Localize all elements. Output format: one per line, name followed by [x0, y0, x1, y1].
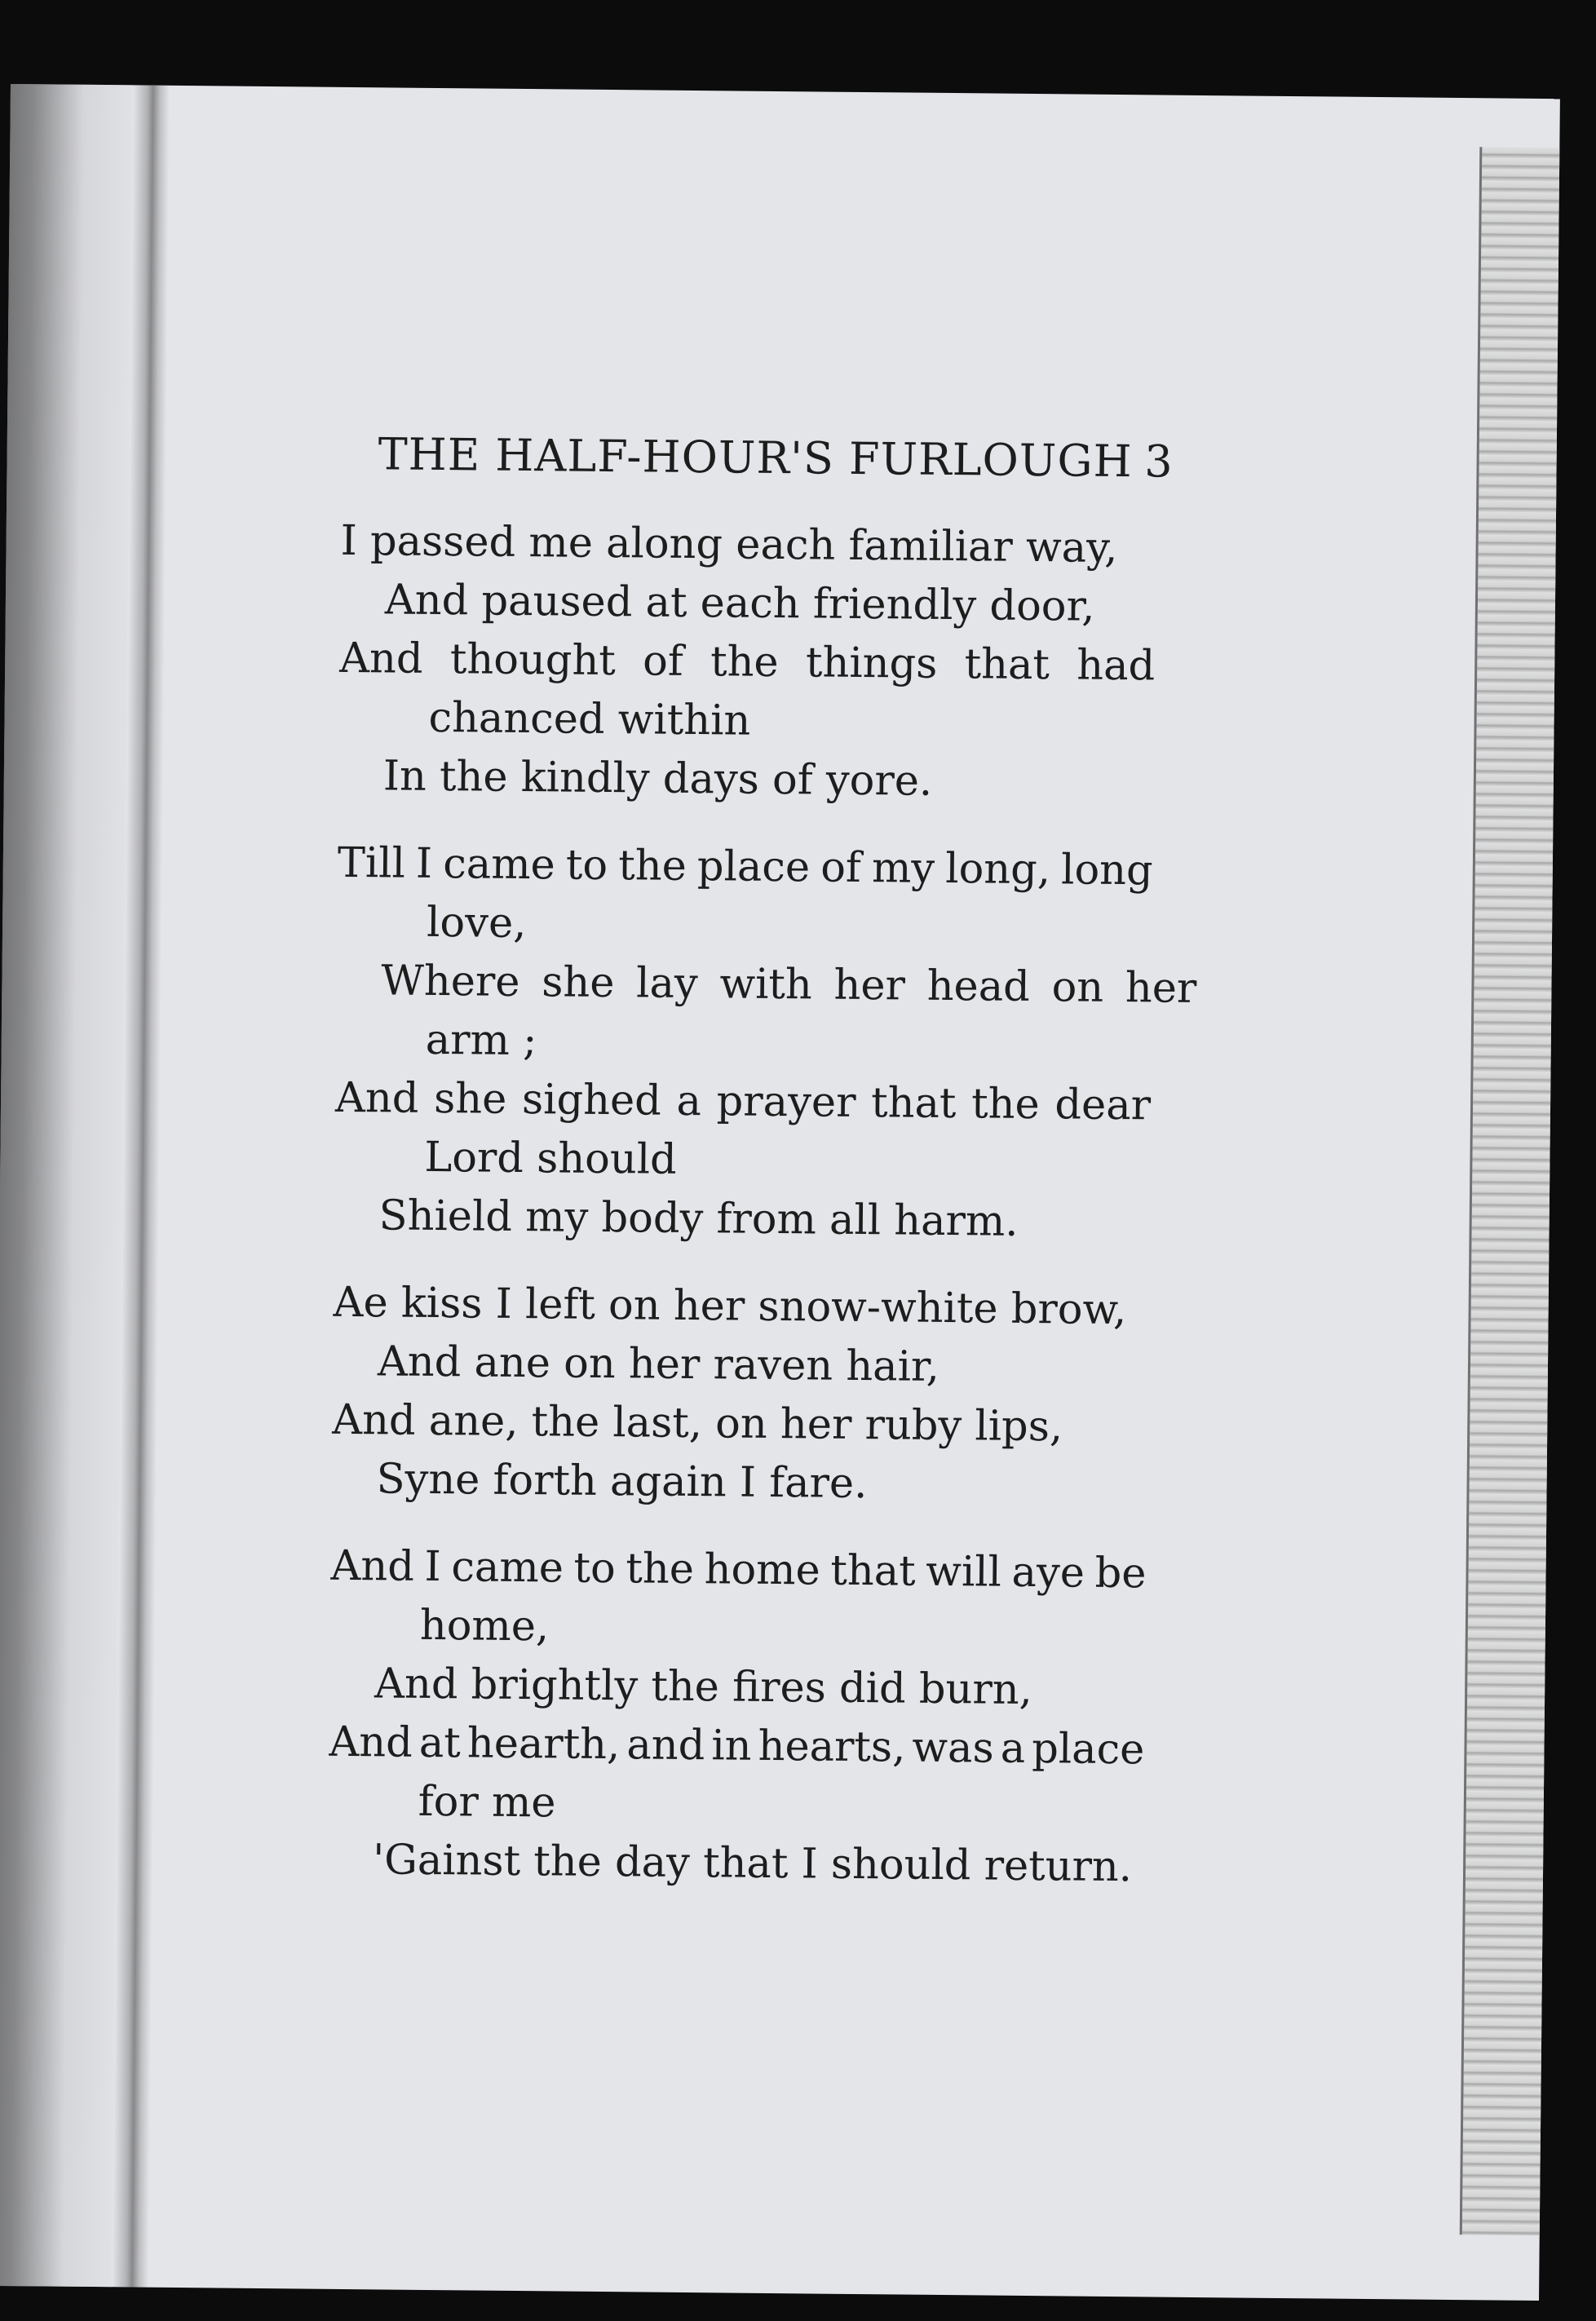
poem-line: Where she lay with her head on her: [381, 957, 1197, 1013]
poem-line: chanced within: [428, 693, 751, 745]
poem-line: I passed me along each familiar way,: [340, 516, 1118, 573]
poem-line: Till I came to the place of my long, long: [337, 838, 1153, 895]
poem-line: arm ;: [425, 1015, 537, 1066]
page-edge-stack: [1460, 147, 1560, 2235]
running-head-title: THE HALF-HOUR'S FURLOUGH: [378, 428, 1133, 488]
poem-line: And brightly the fires did burn,: [374, 1660, 1033, 1715]
poem-line: for me: [418, 1777, 556, 1828]
poem-line: home,: [419, 1601, 550, 1651]
stanza: [338, 512, 1173, 814]
poem-text-block: [327, 332, 1197, 1926]
poem-line: Lord should: [424, 1133, 678, 1184]
poem-line: love,: [426, 898, 527, 948]
poem-line: Ae kiss I left on her snow-white brow,: [333, 1278, 1127, 1335]
binding-shadow: [0, 84, 133, 2287]
page-number: 3: [1143, 435, 1174, 488]
poem-line: And ane on her raven hair,: [377, 1337, 940, 1391]
poem-line: And she sighed a prayer that the dear: [334, 1073, 1152, 1130]
poem-line: And paused at each friendly door,: [384, 576, 1095, 631]
poem-line: And thought of the things that had: [338, 634, 1156, 691]
poem-line: And I came to the home that will aye be: [330, 1541, 1147, 1598]
poem-line: And at hearth, and in hearts, was a place: [329, 1718, 1145, 1775]
poem-line: Syne forth again I fare.: [376, 1455, 868, 1509]
poem-line: 'Gainst the day that I should return.: [372, 1836, 1133, 1892]
running-head: [378, 428, 1174, 487]
stanza: [331, 1274, 1165, 1517]
book-page: [0, 84, 1560, 2301]
poem: [328, 512, 1197, 1898]
stanza: [328, 1537, 1163, 1898]
poem-line: And ane, the last, on her ruby lips,: [332, 1395, 1063, 1452]
stanza: [334, 834, 1197, 1253]
poem-line: In the kindly days of yore.: [382, 752, 933, 806]
poem-line: Shield my body from all harm.: [378, 1191, 1019, 1246]
